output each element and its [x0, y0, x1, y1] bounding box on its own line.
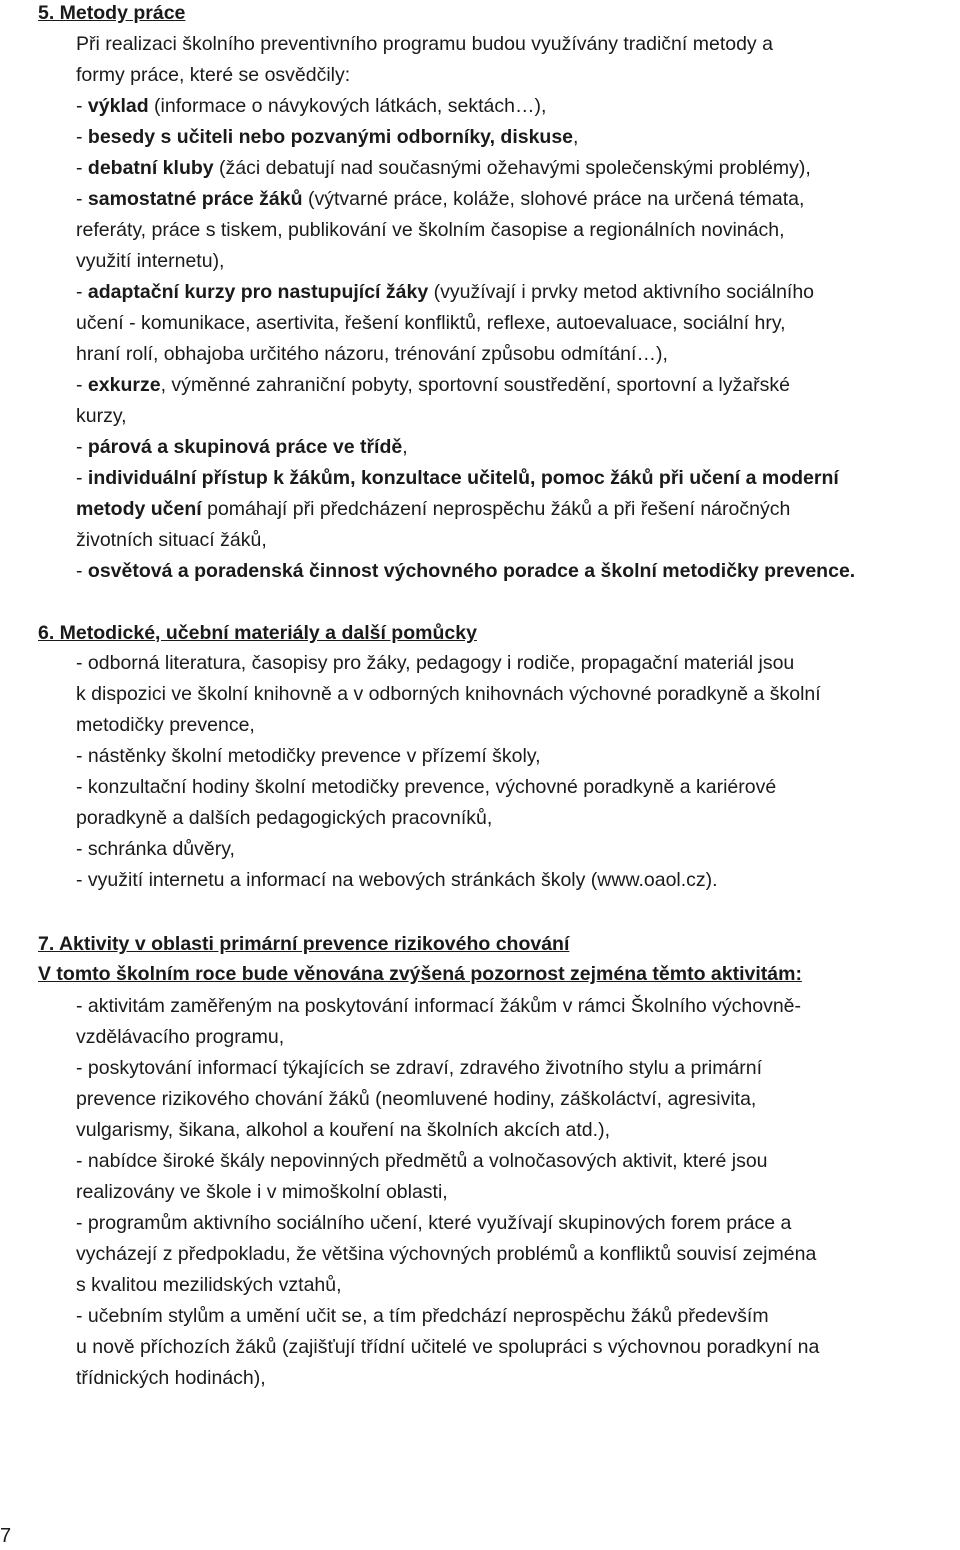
text-run: - — [76, 374, 88, 396]
text-run: formy práce, které se osvědčily: — [76, 64, 351, 86]
bold-text-run: exkurze — [87, 374, 161, 396]
text-line — [76, 772, 956, 803]
text-line — [76, 463, 956, 494]
text-line — [76, 741, 956, 772]
text-run: - konzultační hodiny školní metodičky prevence, výchovné poradkyně a kariérové — [76, 776, 777, 798]
text-line — [76, 122, 956, 153]
text-line — [76, 184, 956, 215]
text-run: - — [76, 281, 88, 303]
text-run: prevence rizikového chování žáků (neomluvené hodiny, záškoláctví, agresivita, — [76, 1088, 757, 1110]
bold-text-run: individuální přístup k žákům, konzultace učitelů, pomoc žáků při učení a moderní — [87, 467, 839, 489]
text-line — [76, 1177, 956, 1208]
text-run: - učebním stylům a umění učit se, a tím předchází neprospěchu žáků především — [76, 1305, 769, 1327]
text-run: - — [76, 467, 88, 489]
bold-text-run: besedy s učiteli nebo pozvanými odborníky, diskuse — [87, 126, 574, 148]
text-run: (žáci debatují nad současnými ožehavými společenskými problémy), — [213, 157, 811, 179]
text-line — [76, 401, 956, 432]
text-run: životních situací žáků, — [76, 529, 267, 551]
section-6-body — [76, 648, 956, 896]
text-line — [76, 246, 956, 277]
text-run: třídnických hodinách), — [76, 1367, 266, 1389]
section-5-body — [76, 29, 956, 587]
text-run: kurzy, — [76, 405, 127, 427]
text-line — [76, 339, 956, 370]
section-5-heading: 5. Metody práce — [38, 2, 186, 24]
text-run: - — [76, 188, 88, 210]
text-line — [76, 1208, 956, 1239]
bold-text-run: výklad — [87, 95, 149, 117]
text-line — [76, 1084, 956, 1115]
page-number: 7 — [0, 1525, 12, 1547]
text-line — [76, 648, 956, 679]
text-run: - programům aktivního sociálního učení, které využívají skupinových forem práce a — [76, 1212, 792, 1234]
bold-text-run: adaptační kurzy pro nastupující žáky — [87, 281, 429, 303]
text-run: u nově příchozích žáků (zajišťují třídní učitelé ve spolupráci s výchovnou poradkyní na — [76, 1336, 820, 1358]
text-run: (informace o návykových látkách, sektách…), — [148, 95, 547, 117]
bold-text-run: metody učení — [76, 498, 202, 520]
text-line — [76, 525, 956, 556]
text-run: vulgarismy, šikana, alkohol a kouření na školních akcích atd.), — [76, 1119, 610, 1141]
text-run: - nástěnky školní metodičky prevence v přízemí školy, — [76, 745, 541, 767]
text-run: - využití internetu a informací na webových stránkách školy (www.oaol.cz). — [76, 869, 718, 891]
text-run: hraní rolí, obhajoba určitého názoru, trénování způsobu odmítání…), — [76, 343, 668, 365]
text-run: - nabídce široké škály nepovinných předmětů a volnočasových aktivit, které jsou — [76, 1150, 768, 1172]
text-run: - poskytování informací týkajících se zdraví, zdravého životního stylu a primární — [76, 1057, 763, 1079]
bold-text-run: párová a skupinová práce ve třídě — [87, 436, 403, 458]
text-run: - odborná literatura, časopisy pro žáky, pedagogy i rodiče, propagační materiál jsou — [76, 652, 795, 674]
text-line — [76, 1301, 956, 1332]
bold-text-run: debatní kluby — [87, 157, 214, 179]
text-run: , výměnné zahraniční pobyty, sportovní soustředění, sportovní a lyžařské — [160, 374, 790, 396]
text-line — [76, 1053, 956, 1084]
text-run: - — [76, 157, 88, 179]
section-7-body — [76, 991, 956, 1394]
bold-text-run: samostatné práce žáků — [87, 188, 303, 210]
text-run: učení - komunikace, asertivita, řešení konfliktů, reflexe, autoevaluace, sociální hry, — [76, 312, 786, 334]
text-run: realizovány ve škole i v mimoškolní oblasti, — [76, 1181, 448, 1203]
text-line — [76, 803, 956, 834]
text-run: - — [76, 126, 88, 148]
text-line — [76, 1332, 956, 1363]
text-line — [76, 1270, 956, 1301]
text-line — [76, 1363, 956, 1394]
section-7-heading: 7. Aktivity v oblasti primární prevence rizikového chování — [38, 933, 570, 955]
text-line — [76, 91, 956, 122]
text-line — [76, 494, 956, 525]
text-run: - schránka důvěry, — [76, 838, 235, 860]
text-run: , — [402, 436, 408, 458]
text-line — [76, 153, 956, 184]
text-run: Při realizaci školního preventivního programu budou využívány tradiční metody a — [76, 33, 773, 55]
text-run: využití internetu), — [76, 250, 225, 272]
text-line — [76, 1239, 956, 1270]
text-run: vycházejí z předpokladu, že většina výchovných problémů a konfliktů souvisí zejména — [76, 1243, 817, 1265]
text-run: poradkyně a dalších pedagogických pracovníků, — [76, 807, 493, 829]
text-line — [76, 432, 956, 463]
text-line — [76, 679, 956, 710]
text-run: k dispozici ve školní knihovně a v odborných knihovnách výchovné poradkyně a školní — [76, 683, 821, 705]
text-run: - — [76, 95, 88, 117]
text-run: metodičky prevence, — [76, 714, 255, 736]
text-run: - — [76, 560, 88, 582]
section-7-subheading: V tomto školním roce bude věnována zvýšená pozornost zejména těmto aktivitám: — [38, 963, 802, 985]
text-line — [76, 29, 956, 60]
text-line — [76, 1115, 956, 1146]
bold-text-run: osvětová a poradenská činnost výchovného poradce a školní metodičky prevence. — [87, 560, 856, 582]
text-run: - — [76, 436, 88, 458]
text-run: (využívají i prvky metod aktivního sociálního — [428, 281, 815, 303]
text-line — [76, 556, 956, 587]
text-line — [76, 834, 956, 865]
text-run: , — [573, 126, 579, 148]
text-line — [76, 308, 956, 339]
text-run: referáty, práce s tiskem, publikování ve školním časopise a regionálních novinách, — [76, 219, 785, 241]
text-line — [76, 1022, 956, 1053]
text-run: - aktivitám zaměřeným na poskytování informací žákům v rámci Školního výchovně- — [76, 995, 802, 1017]
text-line — [76, 277, 956, 308]
text-run: (výtvarné práce, koláže, slohové práce na určená témata, — [302, 188, 805, 210]
text-run: pomáhají při předcházení neprospěchu žáků a při řešení náročných — [201, 498, 791, 520]
text-line — [76, 215, 956, 246]
text-line — [76, 1146, 956, 1177]
text-line — [76, 370, 956, 401]
text-line — [76, 865, 956, 896]
text-line — [76, 991, 956, 1022]
text-run: s kvalitou mezilidských vztahů, — [76, 1274, 342, 1296]
section-6-heading: 6. Metodické, učební materiály a další pomůcky — [38, 622, 477, 644]
text-line — [76, 710, 956, 741]
text-line — [76, 60, 956, 91]
text-run: vzdělávacího programu, — [76, 1026, 285, 1048]
